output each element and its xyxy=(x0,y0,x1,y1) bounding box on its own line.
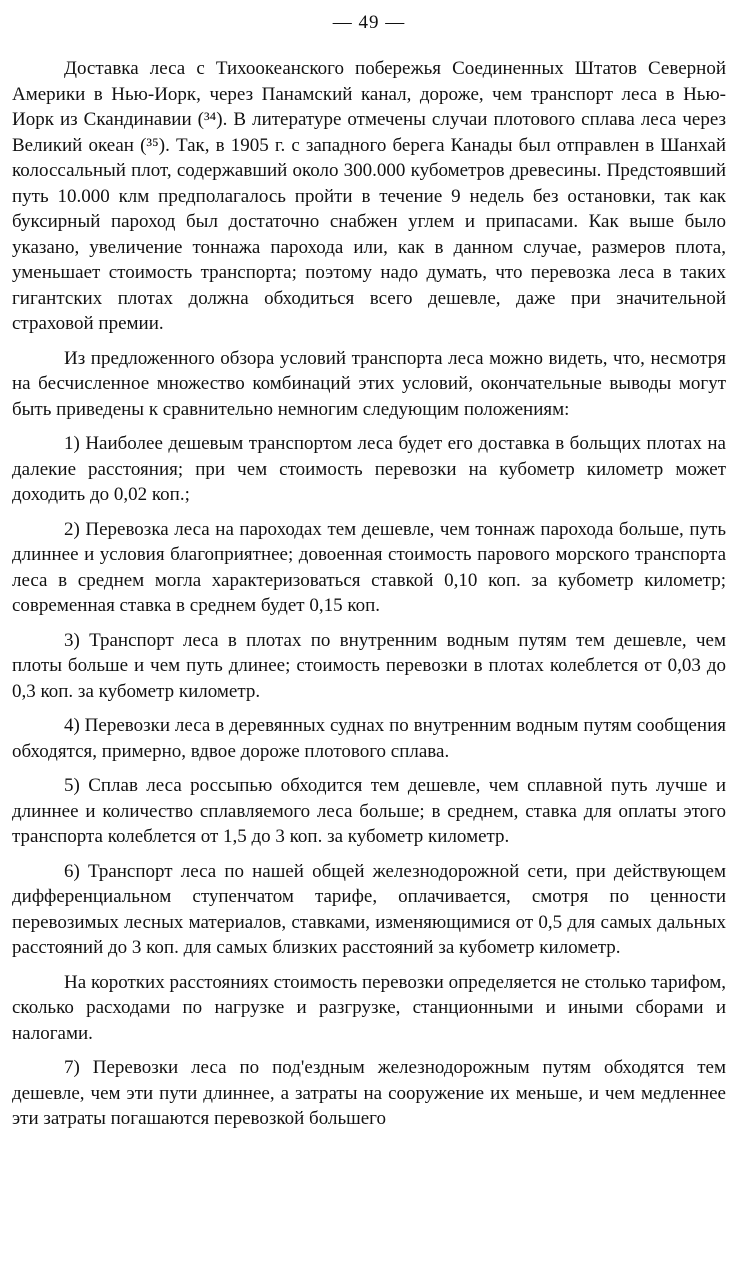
paragraph-6: 4) Перевозки леса в деревянных суднах по внутренним водным путям сообщения обходятся, примерно, вдвое дороже плотового сплава. xyxy=(12,715,726,762)
page-number: — 49 — xyxy=(332,12,406,33)
paragraph-9: На коротких расстояниях стоимость перевозки определяется не столько тарифом, сколько расходами по нагрузке и разгрузке, станционными и иными сборами и налогами. xyxy=(12,971,726,1044)
body-text xyxy=(12,56,726,1132)
paragraph-1: Доставка леса с Тихоокеанского побережья Соединенных Штатов Северной Америки в Нью-Иорк, через Панамский канал, дороже, чем транспорт леса в Нью-Иорк из Скандинавии (³⁴). В литературе отмечены случаи плотового сплава леса через Великий океан (³⁵). Так, в 1905 г. с западного берега Канады был отправлен в Шанхай колоссальный плот, содержавший около 300.000 кубометров древесины. Предстоявший путь 10.000 клм предполагалось пройти в течение 9 недель без остановки, так как буксирный пароход был достаточно снабжен углем и припасами. Как выше было указано, увеличение тоннажа парохода или, как в данном случае, размеров плота, уменьшает стоимость транспорта; поэтому надо думать, что перевозка леса в таких гигантских плотах должна обходиться всего дешевле, даже при значительной страховой премии. xyxy=(12,58,726,334)
paragraph-8: 6) Транспорт леса по нашей общей железнодорожной сети, при действующем дифференциальном ступенчатом тарифе, оплачивается, смотря по ценности перевозимых лесных материалов, ставками, изменяющимися от 0,5 для самых дальных расстояний до 3 коп. для самых близких расстояний за кубометр километр. xyxy=(12,860,726,958)
paragraph-7: 5) Сплав леса россыпью обходится тем дешевле, чем сплавной путь лучше и длиннее и количество сплавляемого леса больше; в среднем, ставка для оплаты этого транспорта колеблется от 1,5 до 3 коп. за кубометр километр. xyxy=(12,775,726,847)
paragraph-10: 7) Перевозки леса по под'ездным железнодорожным путям обходятся тем дешевле, чем эти пути длиннее, а затраты на сооружение их меньше, и чем медленнее эти затраты погашаются перевозкой большего xyxy=(12,1057,726,1129)
paragraph-3: 1) Наиболее дешевым транспортом леса будет его доставка в больщих плотах на далекие расстояния; при чем стоимость перевозки на кубометр километр может доходить до 0,02 коп.; xyxy=(12,433,726,505)
paragraph-5: 3) Транспорт леса в плотах по внутренним водным путям тем дешевле, чем плоты больше и чем путь длинее; стоимость перевозки в плотах колеблется от 0,03 до 0,3 коп. за кубометр километр. xyxy=(12,629,726,702)
paragraph-4: 2) Перевозка леса на пароходах тем дешевле, чем тоннаж парохода больше, путь длиннее и условия благоприятнее; довоенная стоимость парового морского транспорта леса в среднем могла характеризоваться ставкой 0,10 коп. за кубометр километр; современная ставка в среднем будет 0,15 коп. xyxy=(12,518,726,616)
paragraph-2: Из предложенного обзора условий транспорта леса можно видеть, что, несмотря на бесчисленное множество комбинаций этих условий, окончательные выводы могут быть приведены к сравнительно немногим следующим положениям: xyxy=(12,347,726,420)
